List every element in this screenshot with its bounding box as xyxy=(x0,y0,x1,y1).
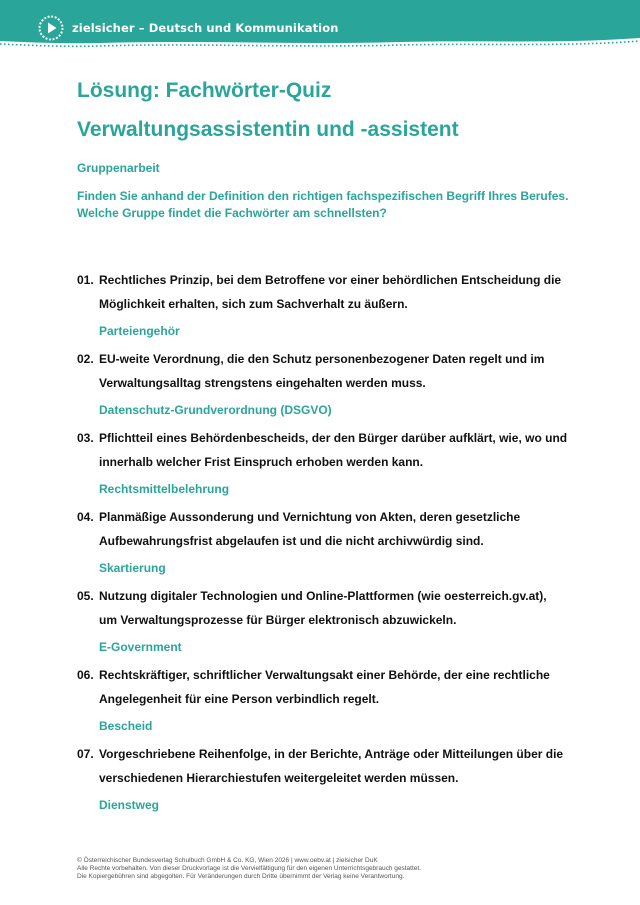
definition-line: Möglichkeit erhalten, sich zum Sachverhalt zu äußern. xyxy=(99,297,408,311)
item-number: 04. xyxy=(77,510,94,524)
item-definition xyxy=(99,347,579,395)
item-answer: Bescheid xyxy=(99,719,153,733)
item-number: 07. xyxy=(77,747,94,761)
item-answer: Rechtsmittelbelehrung xyxy=(99,482,230,496)
item-answer: E-Government xyxy=(99,640,182,654)
item-number: 01. xyxy=(77,273,94,287)
definition-line: Rechtliches Prinzip, bei dem Betroffene vor einer behördlichen Entscheidung die xyxy=(99,273,562,287)
page-title: Lösung: Fachwörter-Quiz xyxy=(77,79,332,102)
definition-line: Rechtskräftiger, schriftlicher Verwaltungsakt einer Behörde, der eine rechtliche xyxy=(99,668,550,682)
item-answer: Dienstweg xyxy=(99,798,160,812)
definition-line: EU-weite Verordnung, die den Schutz personenbezogener Daten regelt und im xyxy=(99,352,545,366)
footer-line: Alle Rechte vorbehalten. Von dieser Druckvorlage ist die Vervielfältigung für den eigenen Unterrichtsgebrauch gestattet. xyxy=(77,865,421,872)
definition-line: Planmäßige Aussonderung und Vernichtung von Akten, deren gesetzliche xyxy=(99,510,521,524)
definition-line: Verwaltungsalltag strengstens eingehalten werden muss. xyxy=(99,376,426,390)
definition-line: Pflichtteil eines Behördenbescheids, der den Bürger darüber aufklärt, wie, wo und xyxy=(99,431,568,445)
page-subtitle: Verwaltungsassistentin und -assistent xyxy=(77,118,459,141)
footer-line: © Österreichischer Bundesverlag Schulbuch GmbH & Co. KG, Wien 2026 | www.oebv.at | zielsicher DuK xyxy=(77,857,378,864)
item-answer: Skartierung xyxy=(99,561,166,575)
brand xyxy=(38,14,339,42)
definition-line: innerhalb welcher Frist Einspruch erhoben werden kann. xyxy=(99,455,424,469)
item-definition xyxy=(99,505,579,553)
footer-line: Die Kopiergebühren sind abgegolten. Für Veränderungen durch Dritte übernimmt der Verlag keine Verantwortung. xyxy=(77,873,405,880)
section-subheading: Gruppenarbeit xyxy=(77,161,160,175)
brand-name: zielsicher – Deutsch und Kommunikation xyxy=(72,21,339,35)
copyright-footer xyxy=(77,857,421,881)
definition-line: Aufbewahrungsfrist abgelaufen ist und die nicht archivwürdig sind. xyxy=(99,534,484,548)
item-number: 05. xyxy=(77,589,94,603)
item-answer: Parteiengehör xyxy=(99,324,180,338)
instructions-line: Welche Gruppe findet die Fachwörter am schnellsten? xyxy=(77,206,387,220)
item-answer: Datenschutz-Grundverordnung (DSGVO) xyxy=(99,403,332,417)
item-number: 03. xyxy=(77,431,94,445)
header-banner xyxy=(0,0,640,54)
item-definition xyxy=(99,584,579,632)
play-logo-icon xyxy=(38,15,64,41)
definition-line: verschiedenen Hierarchiestufen weitergeleitet werden müssen. xyxy=(99,771,459,785)
definition-line: Nutzung digitaler Technologien und Online-Plattformen (wie oesterreich.gv.at), xyxy=(99,589,547,603)
item-number: 06. xyxy=(77,668,94,682)
definition-line: Vorgeschriebene Reihenfolge, in der Berichte, Anträge oder Mitteilungen über die xyxy=(99,747,564,761)
item-number: 02. xyxy=(77,352,94,366)
instructions xyxy=(77,188,597,222)
definition-line: um Verwaltungsprozesse für Bürger elektronisch abzuwickeln. xyxy=(99,613,457,627)
item-definition xyxy=(99,426,579,474)
definition-line: Angelegenheit für eine Person verbindlich regelt. xyxy=(99,692,380,706)
item-definition xyxy=(99,663,579,711)
item-definition xyxy=(99,268,579,316)
instructions-line: Finden Sie anhand der Definition den richtigen fachspezifischen Begriff Ihres Berufes. xyxy=(77,189,569,203)
item-definition xyxy=(99,742,579,790)
